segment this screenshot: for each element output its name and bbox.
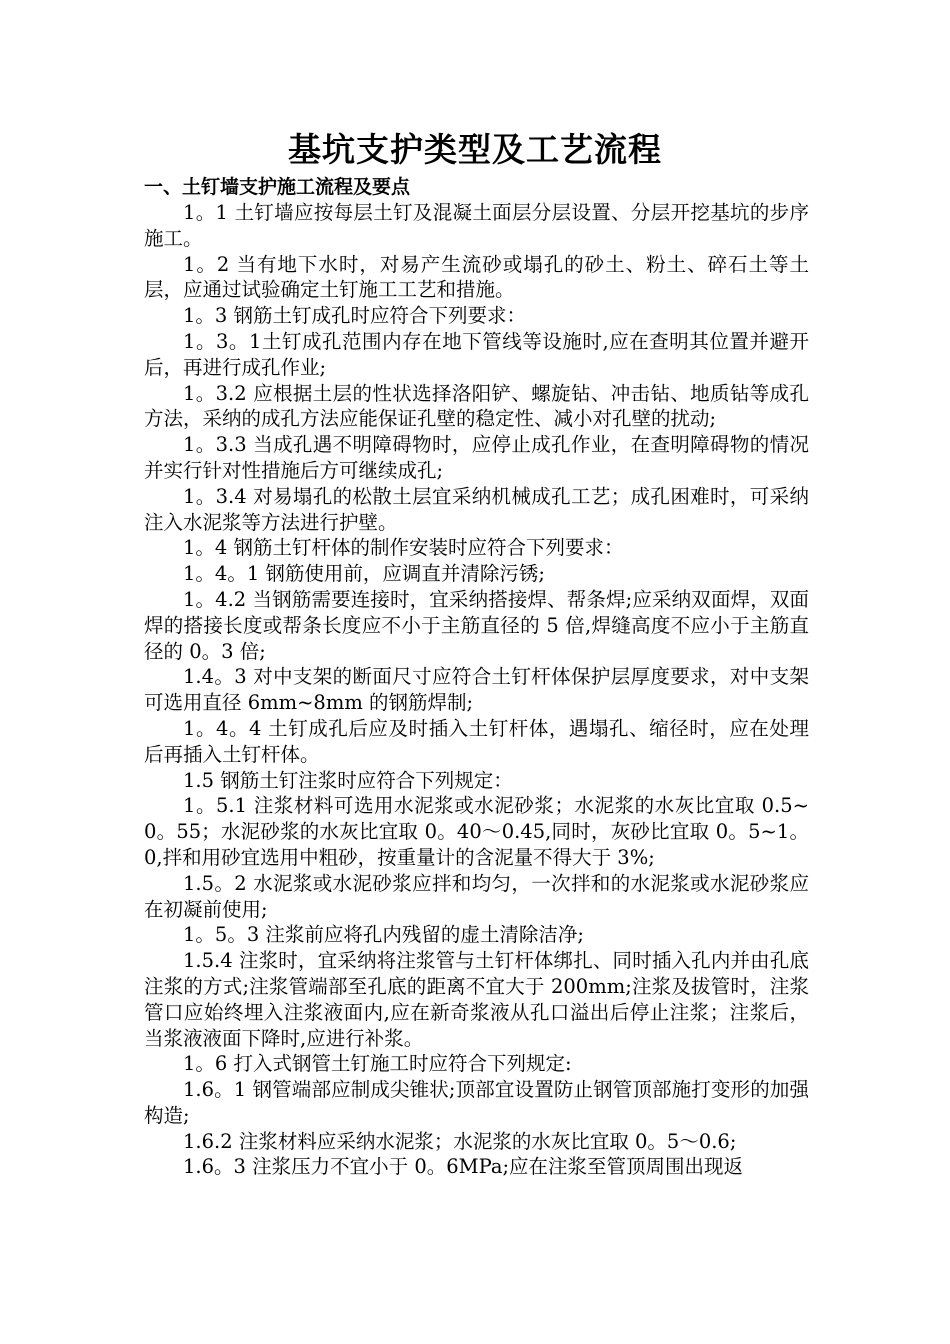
paragraph: 1。5。3 注浆前应将孔内残留的虚土清除洁净; (183, 923, 584, 947)
paragraph: 1.4。3 对中支架的断面尺寸应符合土钉杆体保护层厚度要求，对中支架可选用直径 6mm~8mm 的钢筋焊制; (144, 665, 809, 715)
paragraph: 1。3.3 当成孔遇不明障碍物时，应停止成孔作业，在查明障碍物的情况并实行针对性措施后方可继续成孔; (144, 433, 809, 482)
paragraph: 1。6 打入式钢管土钉施工时应符合下列规定: (183, 1052, 572, 1076)
paragraph: 1.6。3 注浆压力不宜小于 0。6MPa;应在注浆至管顶周围出现返 (183, 1155, 744, 1179)
paragraph: 1.5.4 注浆时，宜采纳将注浆管与土钉杆体绑扎、同时插入孔内并由孔底注浆的方式;注浆管端部至孔底的距离不宜大于 200mm;注浆及拔管时，注浆管口应始终埋入注浆液面内,应在新奇浆液从孔口溢出后停止注浆；注浆后，当浆液液面下降时,应进行补浆。 (144, 949, 809, 1050)
section-heading: 一、土钉墙支护施工流程及要点 (144, 176, 411, 198)
paragraph: 1。3.2 应根据土层的性状选择洛阳铲、螺旋钻、冲击钻、地质钻等成孔方法，采纳的成孔方法应能保证孔壁的稳定性、减小对孔壁的扰动; (144, 381, 809, 431)
paragraph: 1.5 钢筋土钉注浆时应符合下列规定： (183, 768, 513, 792)
paragraph: 1。2 当有地下水时，对易产生流砂或塌孔的砂土、粉土、碎石土等土层，应通过试验确定土钉施工工艺和措施。 (144, 252, 809, 302)
document-body (144, 200, 809, 1180)
paragraph: 1。4.2 当钢筋需要连接时，宜采纳搭接焊、帮条焊;应采纳双面焊，双面焊的搭接长度或帮条长度应不小于主筋直径的 5 倍,焊缝高度不应小于主筋直径的 0。3 倍; (144, 587, 809, 663)
paragraph: 1。1 土钉墙应按每层土钉及混凝土面层分层设置、分层开挖基坑的步序施工。 (144, 201, 809, 250)
paragraph: 1。4。1 钢筋使用前，应调直并清除污锈; (183, 562, 545, 586)
paragraph: 1.6。1 钢管端部应制成尖锥状;顶部宜设置防止钢管顶部施打变形的加强构造; (144, 1078, 809, 1127)
paragraph: 1.6.2 注浆材料应采纳水泥浆；水泥浆的水灰比宜取 0。5～0.6; (183, 1129, 737, 1153)
paragraph: 1。5.1 注浆材料可选用水泥浆或水泥砂浆；水泥浆的水灰比宜取 0.5~0。55；水泥砂浆的水灰比宜取 0。40～0.45,同时，灰砂比宜取 0。5~1。0,拌和用砂宜选用中粗砂，按重量计的含泥量不得大于 3%; (144, 794, 809, 869)
paragraph: 1。4。4 土钉成孔后应及时插入土钉杆体，遇塌孔、缩径时，应在处理后再插入土钉杆体。 (144, 716, 809, 766)
document-title: 基坑支护类型及工艺流程 (288, 130, 662, 169)
paragraph: 1。3。1土钉成孔范围内存在地下管线等设施时,应在查明其位置并避开后，再进行成孔作业; (144, 329, 809, 379)
paragraph: 1.5。2 水泥浆或水泥砂浆应拌和均匀，一次拌和的水泥浆或水泥砂浆应在初凝前使用; (144, 871, 809, 921)
paragraph: 1。4 钢筋土钉杆体的制作安装时应符合下列要求： (183, 536, 624, 560)
paragraph: 1。3 钢筋土钉成孔时应符合下列要求： (183, 304, 527, 328)
paragraph: 1。3.4 对易塌孔的松散土层宜采纳机械成孔工艺；成孔困难时，可采纳注入水泥浆等方法进行护壁。 (144, 484, 809, 534)
